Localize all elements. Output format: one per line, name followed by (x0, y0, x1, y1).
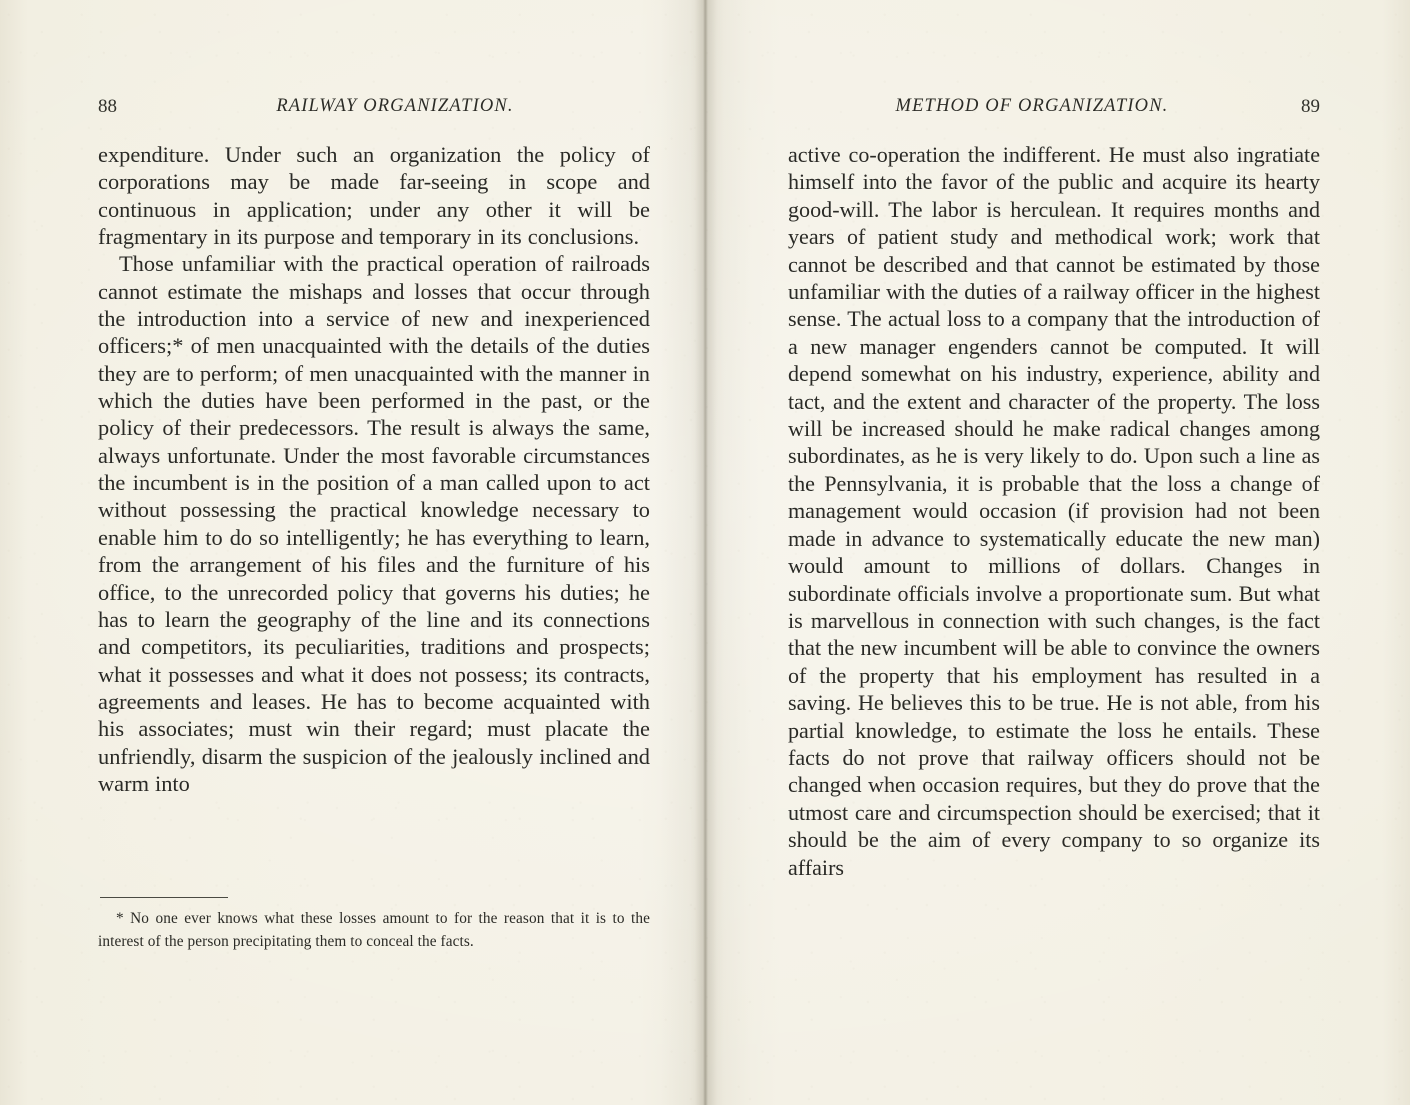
left-page-folio: 88 (98, 96, 117, 117)
paragraph: active co-operation the indifferent. He must also ingratiate himself into the favor of the public and acquire its hearty good-will. The labor is herculean. It requires months and years of patient study and methodical work; work that cannot be described and that cannot be estimated by those unfamiliar with the duties of a railway officer in the highest sense. The actual loss to a company that the introduction of a new manager engenders cannot be computed. It will depend somewhat on his industry, experience, ability and tact, and the extent and character of the property. The loss will be increased should he make radical changes among subordinates, as he is very likely to do. Upon such a line as the Pennsylvania, it is probable that the loss a change of management would occasion (if provision had not been made in advance to systematically educate the new man) would amount to millions of dollars. Changes in subordinate officials involve a proportionate sum. But what is marvellous in connection with such changes, is the fact that the new incumbent will be able to convince the owners of the property that his employment has resulted in a saving. He believes this to be true. He is not able, from his partial knowledge, to estimate the loss he entails. These facts do not prove that railway officers should not be changed when occasion requires, but they do prove that the utmost care and circumspection should be exercised; that it should be the aim of every company to so organize its affairs (788, 142, 1320, 880)
footnote-divider (100, 897, 228, 898)
paragraph: Those unfamiliar with the practical operation of railroads cannot estimate the mishaps and losses that occur through the introduction into a service of new and inexperienced officers;* of men unacquainted with the details of the duties they are to perform; of men unacquainted with the manner in which the duties have been performed in the past, or the policy of their predecessors. The result is always the same, always unfortunate. Under the most favorable circumstances the incumbent is in the position of a man called upon to act without possessing the practical knowledge necessary to enable him to do so intelligently; he has everything to learn, from the arrangement of his files and the furniture of his office, to the unrecorded policy that governs his duties; he has to learn the geography of the line and its connections and competitors, its peculiarities, traditions and prospects; what it possesses and what it does not possess; its contracts, agreements and leases. He has to become acquainted with his associates; must win their regard; must placate the unfriendly, disarm the suspicion of the jealously inclined and warm into (98, 251, 650, 796)
footnote-block (98, 897, 650, 953)
right-page-running-head (788, 93, 1320, 119)
footnote-text: * No one ever knows what these losses amount to for the reason that it is to the interest of the person precipitating them to conceal the facts. (98, 910, 650, 950)
right-page-body-text (788, 141, 1320, 881)
book-gutter (660, 0, 752, 1105)
right-page-folio: 89 (1301, 96, 1320, 117)
left-page-body-text (98, 141, 650, 797)
left-page-running-head (98, 93, 650, 119)
left-page-running-head-title: RAILWAY ORGANIZATION. (276, 96, 514, 116)
right-page-running-head-title: METHOD OF ORGANIZATION. (895, 96, 1169, 116)
paragraph: expenditure. Under such an organization the policy of corporations may be made far-seeing in scope and continuous in application; under any other it will be fragmentary in its purpose and temporary in its conclusions. (98, 142, 650, 250)
